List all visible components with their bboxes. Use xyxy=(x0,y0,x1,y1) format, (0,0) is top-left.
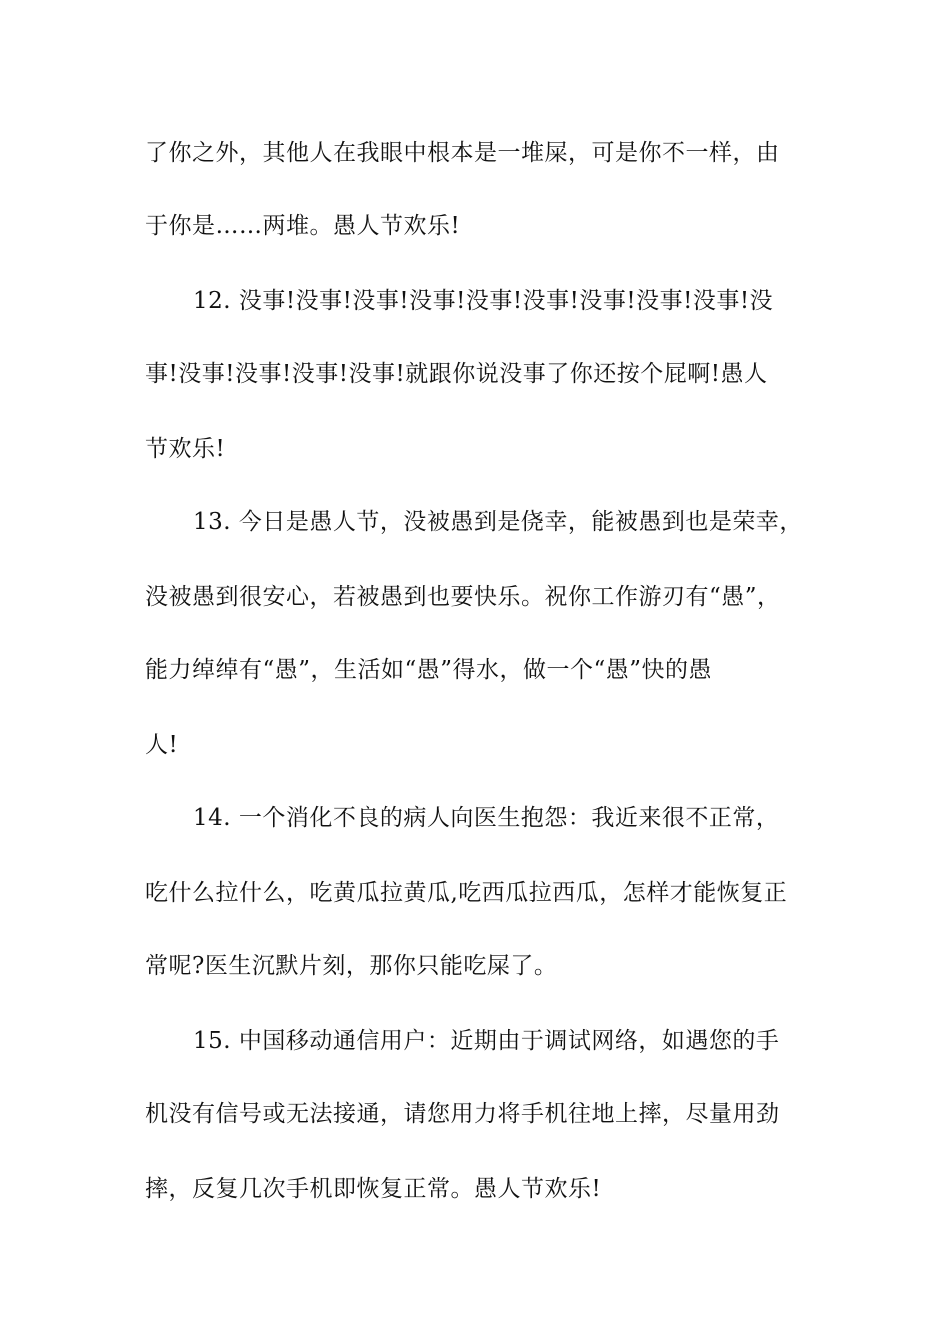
text-line: 机没有信号或无法接通，请您用力将手机往地上摔，尽量用劲 xyxy=(145,1101,780,1127)
paragraph-15-line: 15. 中国移动通信用户：近期由于调试网络，如遇您的手 xyxy=(193,1028,780,1054)
paragraph-12-line: 12. 没事!没事!没事!没事!没事!没事!没事!没事!没事!没 xyxy=(193,288,774,314)
paragraph-13-line: 13. 今日是愚人节，没被愚到是侥幸，能被愚到也是荣幸， xyxy=(193,509,803,535)
text-line: 节欢乐! xyxy=(145,436,226,462)
text-line: 于你是……两堆。愚人节欢乐! xyxy=(145,213,461,239)
text-line: 能力绰绰有“愚”，生活如“愚”得水，做一个“愚”快的愚 xyxy=(145,657,713,683)
text-line: 吃什么拉什么，吃黄瓜拉黄瓜,吃西瓜拉西瓜，怎样才能恢复正 xyxy=(145,880,788,906)
text-line: 常呢?医生沉默片刻，那你只能吃屎了。 xyxy=(145,953,558,979)
text-line: 摔，反复几次手机即恢复正常。愚人节欢乐! xyxy=(145,1176,602,1202)
text-line: 没被愚到很安心，若被愚到也要快乐。祝你工作游刃有“愚”， xyxy=(145,584,781,610)
text-line: 了你之外，其他人在我眼中根本是一堆屎，可是你不一样，由 xyxy=(145,140,780,166)
text-line: 人! xyxy=(145,732,179,758)
text-line: 事!没事!没事!没事!没事!就跟你说没事了你还按个屁啊!愚人 xyxy=(145,361,768,387)
paragraph-14-line: 14. 一个消化不良的病人向医生抱怨：我近来很不正常， xyxy=(193,805,780,831)
